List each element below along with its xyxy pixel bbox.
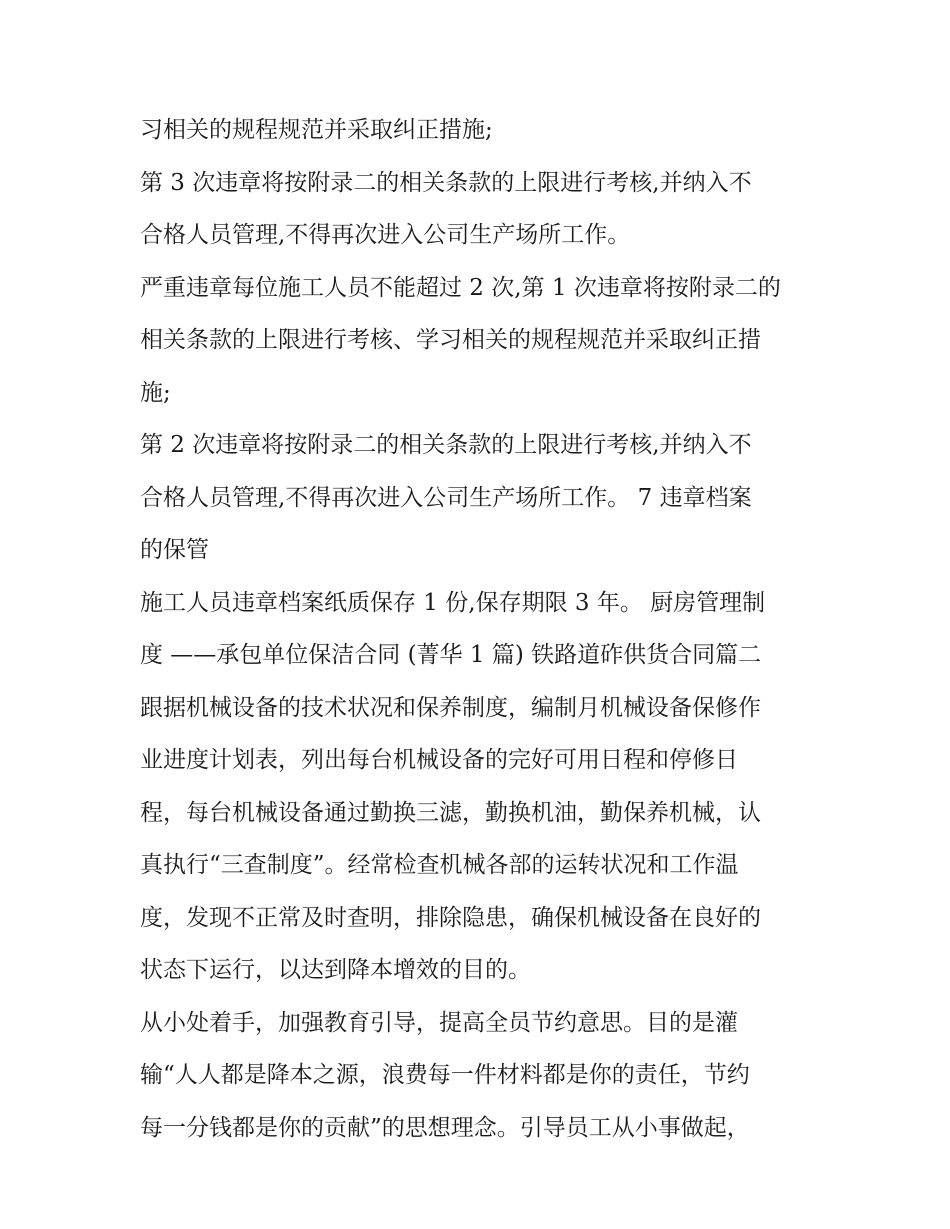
text-line: 度，发现不正常及时查明，排除隐患，确保机械设备在良好的 <box>140 904 761 931</box>
text-line: 合格人员管理,不得再次进入公司生产场所工作。 <box>140 222 631 248</box>
text-line: 第 2 次违章将按附录二的相关条款的上限进行考核,并纳入不 <box>140 432 752 458</box>
text-line: 相关条款的上限进行考核、学习相关的规程规范并采取纠正措 <box>140 327 761 353</box>
text-line: 度 ——承包单位保洁合同 (菁华 1 篇) 铁路道砟供货合同篇二 <box>140 642 762 668</box>
text-line: 施工人员违章档案纸质保存 1 份,保存期限 3 年。 厨房管理制 <box>140 589 766 616</box>
text-line: 严重违章每位施工人员不能超过 2 次,第 1 次违章将按附录二的 <box>140 274 781 301</box>
text-line: 从小处着手，加强教育引导，提高全员节约意思。目的是灌 <box>140 1009 738 1036</box>
document-body <box>140 104 820 1154</box>
text-line: 程，每台机械设备通过勤换三滤，勤换机油，勤保养机械，认 <box>140 799 761 826</box>
text-line: 状态下运行，以达到降本增效的目的。 <box>140 957 531 983</box>
text-line: 第 3 次违章将按附录二的相关条款的上限进行考核,并纳入不 <box>140 169 752 196</box>
text-line: 业进度计划表，列出每台机械设备的完好可用日程和停修日 <box>140 747 738 773</box>
text-line: 施; <box>140 379 171 406</box>
text-line: 跟据机械设备的技术状况和保养制度，编制月机械设备保修作 <box>140 694 761 721</box>
text-line: 每一分钱都是你的贡献”的思想理念。引导员工从小事做起， <box>140 1114 750 1141</box>
text-line: 真执行“三查制度”。经常检查机械各部的运转状况和工作温 <box>140 852 739 878</box>
text-line: 习相关的规程规范并采取纠正措施; <box>140 117 493 143</box>
text-line: 输“人人都是降本之源，浪费每一件材料都是你的责任，节约 <box>140 1062 750 1088</box>
text-line: 的保管 <box>140 537 209 563</box>
text-line: 合格人员管理,不得再次进入公司生产场所工作。 7 违章档案 <box>140 484 752 511</box>
